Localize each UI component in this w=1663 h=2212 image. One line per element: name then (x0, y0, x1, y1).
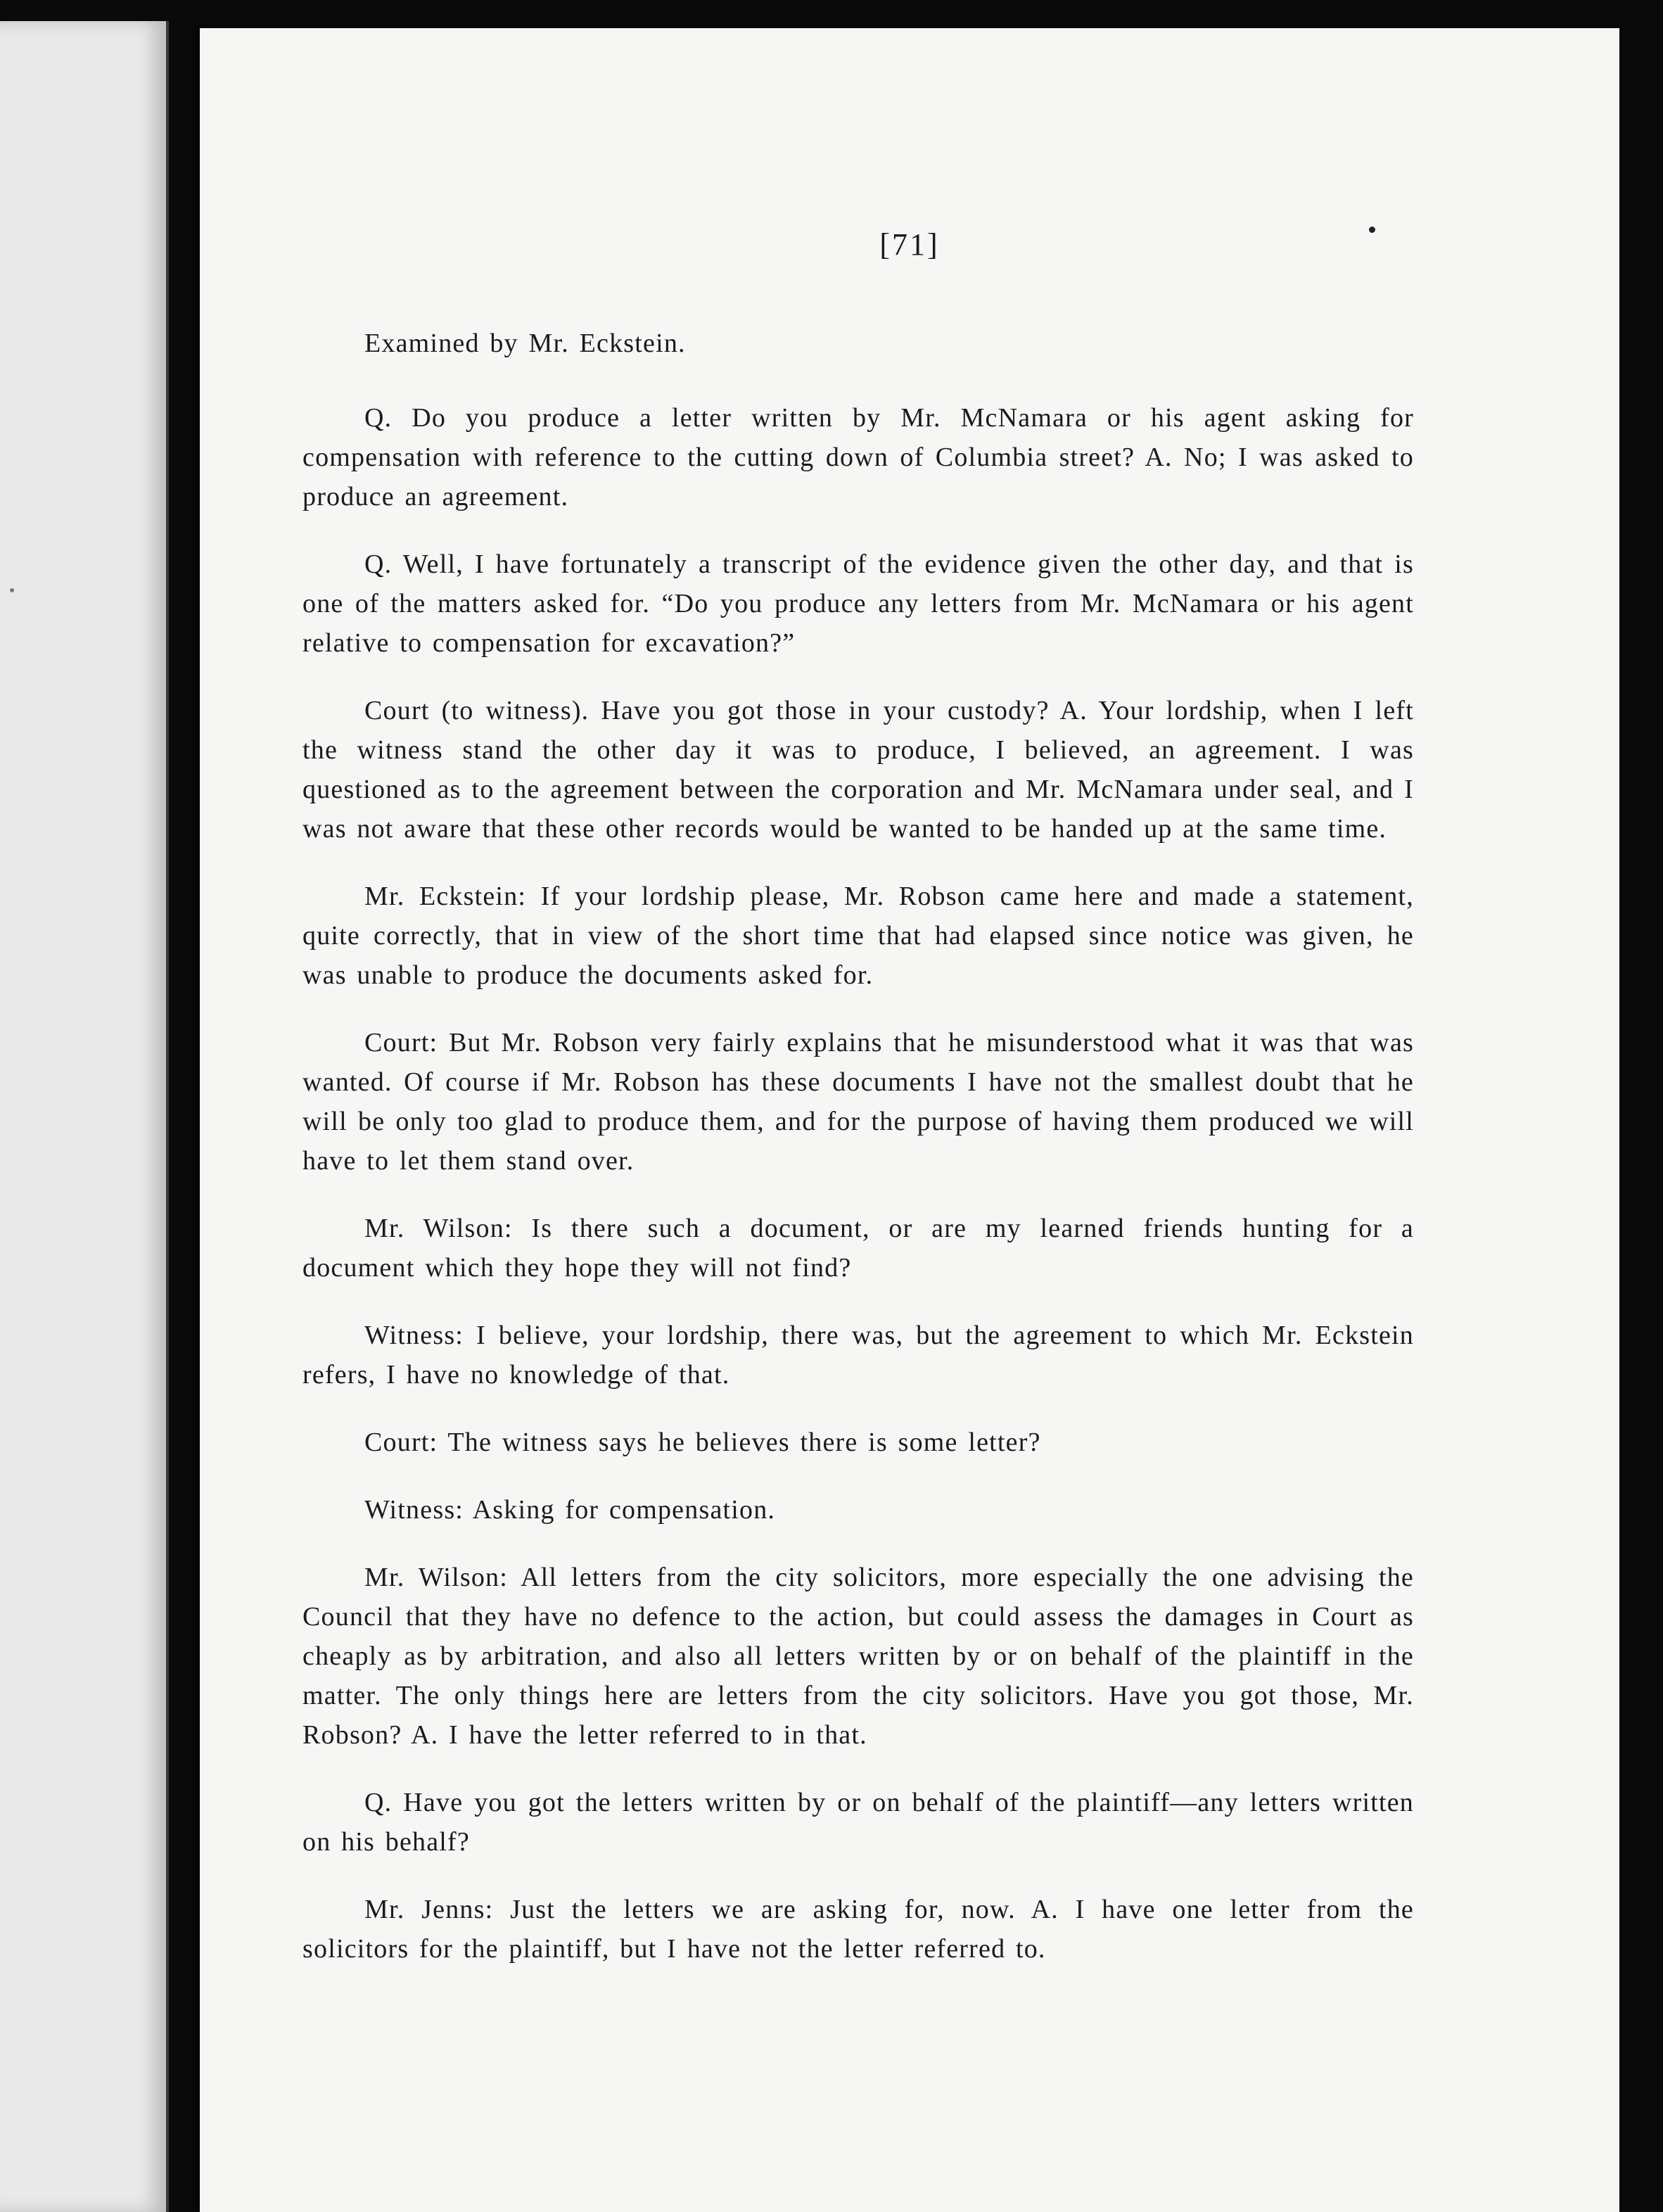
paragraph: Court: The witness says he believes there is some letter? (364, 1428, 1041, 1457)
page-number: [71] (879, 227, 940, 262)
paragraph: Mr. Jenns: Just the letters we are asking for, now. A. I have one letter from the solicitors for the plaintiff, but I have not the letter referred to. (302, 1895, 1414, 1964)
paragraph: Court: But Mr. Robson very fairly explains that he misunderstood what it was that was wanted. Of course if Mr. Robson has these documents I have not the smallest doubt that he will be only too glad to produce them, and for the purpose of having them produced we will have to let them stand over. (302, 1028, 1414, 1176)
paragraph: Mr. Eckstein: If your lordship please, Mr. Robson came here and made a statement, quite correctly, that in view of the short time that had elapsed since notice was given, he was unable to produce the documents asked for. (302, 882, 1414, 990)
paragraph: Q. Do you produce a letter written by Mr. McNamara or his agent asking for compensation with reference to the cutting down of Columbia street? A. No; I was asked to produce an agreement. (302, 403, 1414, 511)
paragraph: Court (to witness). Have you got those in your custody? A. Your lordship, when I left the witness stand the other day it was to produce, I believed, an agreement. I was questioned as to the agreement between the corporation and Mr. McNamara under seal, and I was not aware that these other records would be wanted to be handed up at the same time. (302, 696, 1414, 844)
examination-heading: Examined by Mr. Eckstein. (364, 329, 686, 358)
page-body (302, 324, 1414, 1969)
paragraph: Mr. Wilson: All letters from the city solicitors, more especially the one advising the Council that they have no defence to the action, but could assess the damages in Court as cheaply as by arbitration, and also all letters written by or on behalf of the plaintiff in the matter. The only things here are letters from the city solicitors. Have you got those, Mr. Robson? A. I have the letter referred to in that. (302, 1563, 1414, 1750)
document-page (200, 28, 1619, 2212)
paragraph: Witness: Asking for compensation. (364, 1495, 776, 1525)
paragraph: Q. Well, I have fortunately a transcript of the evidence given the other day, and that is one of the matters asked for. “Do you produce any letters from Mr. McNamara or his agent relative to compensation for excavation?” (302, 549, 1414, 658)
paragraph: Witness: I believe, your lordship, there was, but the agreement to which Mr. Eckstein refers, I have no knowledge of that. (302, 1321, 1414, 1390)
speck (10, 588, 14, 592)
printer-mark (1369, 227, 1375, 233)
facing-page-edge (0, 21, 169, 2212)
paragraph: Q. Have you got the letters written by or on behalf of the plaintiff—any letters written on his behalf? (302, 1788, 1414, 1857)
paragraph: Mr. Wilson: Is there such a document, or are my learned friends hunting for a document which they hope they will not find? (302, 1214, 1414, 1283)
